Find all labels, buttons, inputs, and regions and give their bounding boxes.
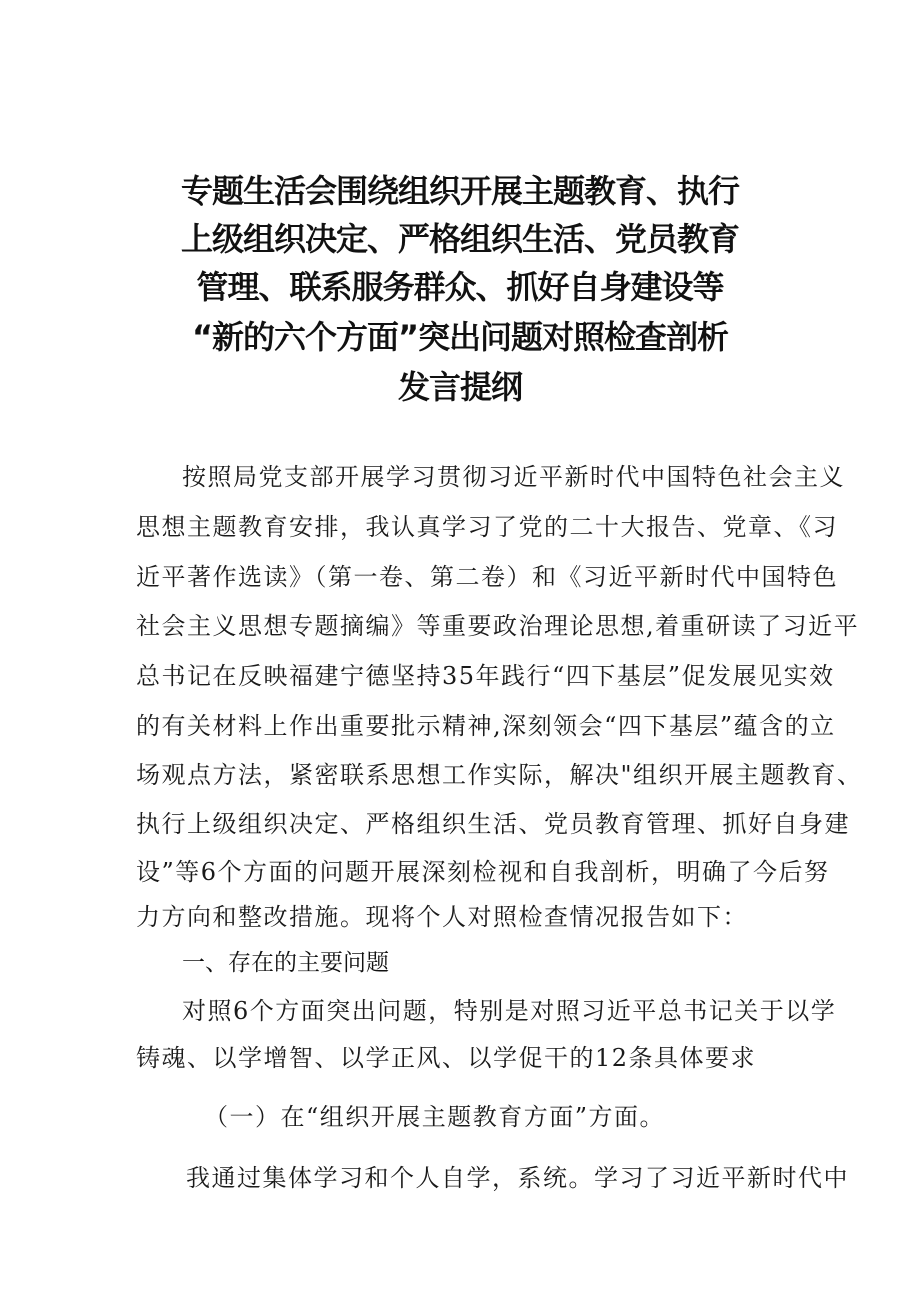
title-line-3: 管理、联系服务群众、抓好自身建设等 (196, 268, 724, 306)
intro-line-10: 力方向和整改措施。现将个人对照检查情况报告如下： (136, 903, 748, 931)
intro-line-2: 思想主题教育安排，我认真学习了党的二十大报告、党章、《习 (136, 513, 838, 541)
intro-line-5: 总书记在反映福建宁德坚持35年践行“四下基层”促发展见实效 (136, 662, 835, 690)
body-last-line: 我通过集体学习和个人自学，系统。学习了习近平新时代中 (186, 1164, 849, 1192)
intro-line-1: 按照局党支部开展学习贯彻习近平新时代中国特色社会主义 (182, 463, 845, 491)
section-line-1: 对照6个方面突出问题，特别是对照习近平总书记关于以学 (182, 997, 837, 1025)
title-line-4: “新的六个方面”突出问题对照检查剖析 (191, 318, 729, 356)
section-line-2: 铸魂、以学增智、以学正风、以学促干的12条具体要求 (136, 1044, 757, 1072)
intro-line-3: 近平著作选读》（第一卷、第二卷）和《习近平新时代中国特色 (136, 563, 838, 591)
title-line-1: 专题生活会围绕组织开展主题教育、执行 (180, 172, 739, 210)
intro-line-7: 场观点方法，紧密联系思想工作实际，解决"组织开展主题教育、 (136, 761, 863, 789)
intro-line-9: 设”等6个方面的问题开展深刻检视和自我剖析，明确了今后努 (136, 858, 830, 886)
subsection-heading: （一）在“组织开展主题教育方面”方面。 (204, 1103, 666, 1131)
intro-line-4: 社会主义思想专题摘编》等重要政治理论思想,着重研读了习近平 (136, 612, 860, 640)
intro-line-8: 执行上级组织决定、严格组织生活、党员教育管理、抓好自身建 (136, 810, 850, 838)
section-heading: 一、存在的主要问题 (182, 950, 389, 976)
title-line-5: 发言提纲 (397, 368, 522, 406)
title-line-2: 上级组织决定、严格组织生活、党员教育 (180, 220, 739, 258)
intro-line-6: 的有关材料上作出重要批示精神,深刻领会“四下基层”蕴含的立 (136, 712, 836, 740)
